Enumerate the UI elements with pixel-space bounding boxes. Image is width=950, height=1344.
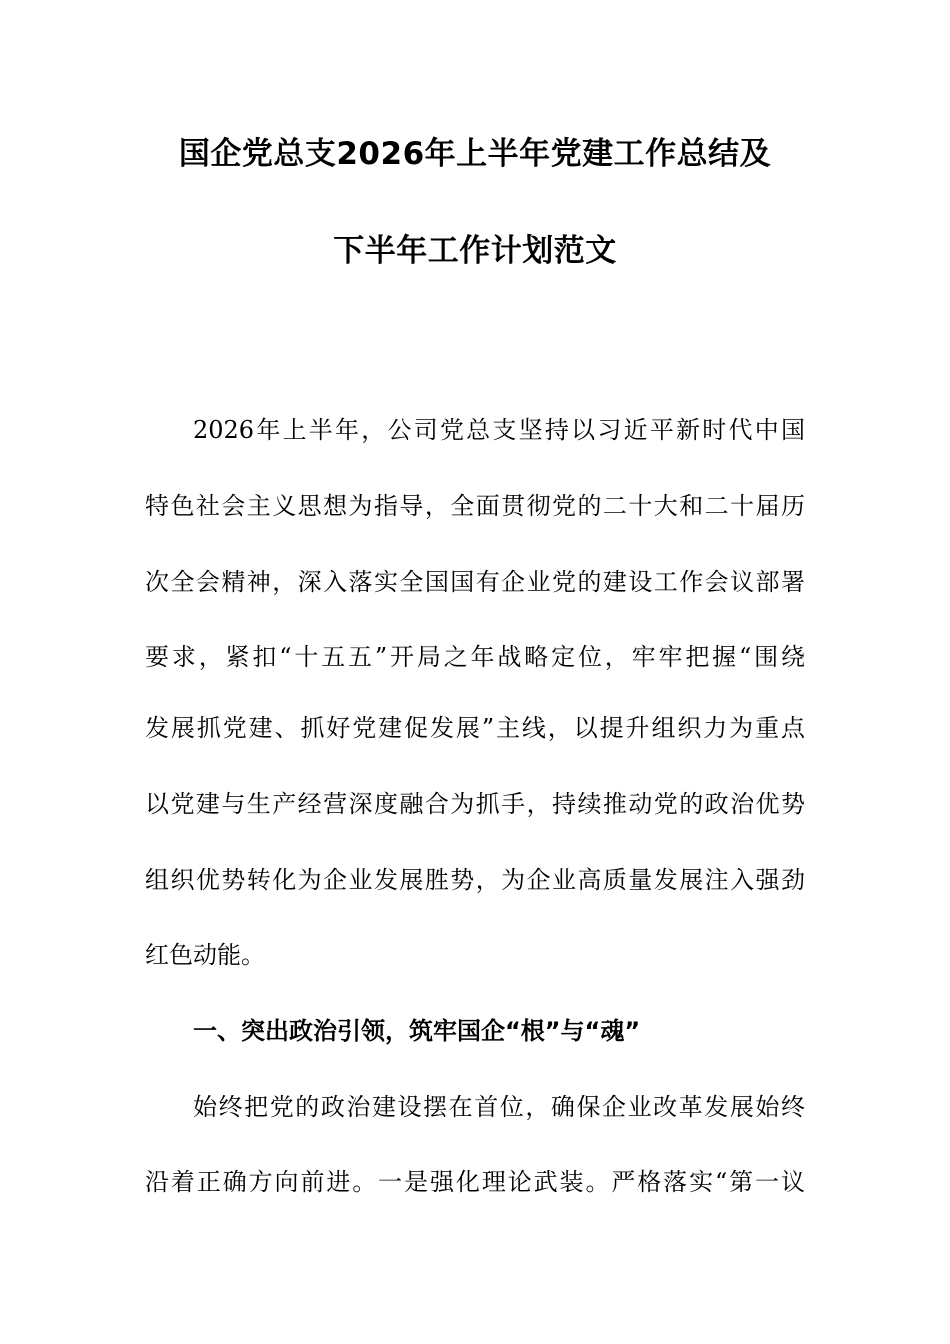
intro-paragraph-line-4: 要求，紧扣“十五五”开局之年战略定位，牢牢把握“围绕 [145, 643, 805, 671]
document-title-line-1: 国企党总支2026年上半年党建工作总结及 [178, 136, 772, 172]
section-1-paragraph-line-1: 始终把党的政治建设摆在首位，确保企业改革发展始终 [193, 1093, 805, 1121]
section-1-heading: 一、突出政治引领，筑牢国企“根”与“魂” [193, 1017, 641, 1045]
section-1-paragraph-line-2: 沿着正确方向前进。一是强化理论武装。严格落实“第一议 [145, 1168, 805, 1196]
intro-paragraph-line-8: 红色动能。 [145, 941, 265, 969]
intro-paragraph-line-1: 2026年上半年，公司党总支坚持以习近平新时代中国 [193, 416, 805, 444]
intro-paragraph-line-7: 组织优势转化为企业发展胜势，为企业高质量发展注入强劲 [145, 866, 805, 894]
intro-paragraph-line-5: 发展抓党建、抓好党建促发展”主线，以提升组织力为重点 [145, 714, 805, 742]
document-title-line-2: 下半年工作计划范文 [333, 233, 617, 269]
intro-paragraph-line-2: 特色社会主义思想为指导，全面贯彻党的二十大和二十届历 [145, 492, 805, 520]
intro-paragraph-line-3: 次全会精神，深入落实全国国有企业党的建设工作会议部署 [145, 568, 805, 596]
intro-paragraph-line-6: 以党建与生产经营深度融合为抓手，持续推动党的政治优势 [145, 790, 805, 818]
